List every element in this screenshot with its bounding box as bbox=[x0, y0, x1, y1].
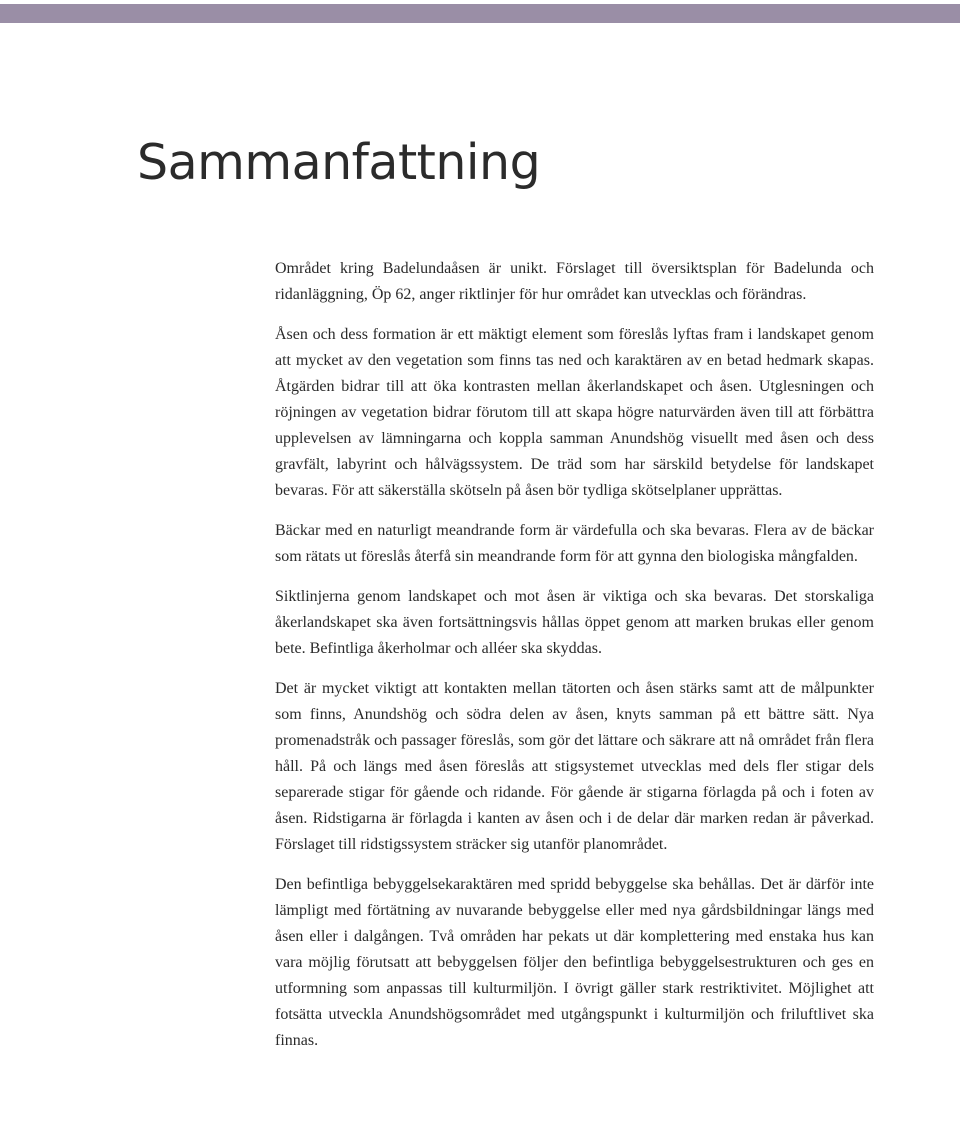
header-color-bar bbox=[0, 4, 960, 23]
page-title: Sammanfattning bbox=[137, 134, 541, 191]
paragraph-buildings: Den befintliga bebyggelsekaraktären med spridd bebyggelse ska behållas. Det är därför inte lämpligt med förtätning av nuvarande bebyggelse eller med nya gårdsbildningar längs med åsen eller i dalgången. Två områden har pekats ut där komplettering med enstaka hus kan vara möjlig förutsatt att bebyggelsen följer den befintliga bebyggelsestrukturen och ges en utformning som anpassas till kulturmiljön. I övrigt gäller stark restriktivitet. Möjlighet att fotsätta utveckla Anundshögsområdet med utgångspunkt i kulturmiljön och friluftlivet ska finnas. bbox=[275, 876, 874, 1049]
paragraph-sightlines: Siktlinjerna genom landskapet och mot åsen är viktiga och ska bevaras. Det storskaliga åkerlandskapet ska även fortsättningsvis hållas öppet genom att marken brukas eller genom bete. Befintliga åkerholmar och alléer ska skyddas. bbox=[275, 588, 874, 657]
paragraph-connections: Det är mycket viktigt att kontakten mellan tätorten och åsen stärks samt att de målpunkter som finns, Anundshög och södra delen av åsen, knyts samman på ett bättre sätt. Nya promenadstråk och passager föreslås, som gör det lättare och säkrare att nå området från flera håll. På och längs med åsen föreslås att stigsystemet utvecklas med dels fler stigar dels separerade stigar för gående och ridande. För gående är stigarna förlagda på och i foten av åsen. Ridstigarna är förlagda i kanten av åsen och i de delar där marken redan är påverkad. Förslaget till ridstigssystem sträcker sig utanför planområdet. bbox=[275, 680, 874, 853]
summary-text bbox=[275, 256, 874, 1068]
paragraph-intro: Området kring Badelundaåsen är unikt. Förslaget till översiktsplan för Badelunda och ridanläggning, Öp 62, anger riktlinjer för hur området kan utvecklas och förändras. bbox=[275, 260, 874, 303]
paragraph-ridge: Åsen och dess formation är ett mäktigt element som föreslås lyftas fram i landskapet genom att mycket av den vegetation som finns tas ned och karaktären av en betad hedmark skapas. Åtgärden bidrar till att öka kontrasten mellan åkerlandskapet och åsen. Utglesningen och röjningen av vegetation bidrar förutom till att skapa högre naturvärden även till att förbättra upplevelsen av lämningarna och koppla samman Anundshög visuellt med åsen och dess gravfält, labyrint och hålvägssystem. De träd som har särskild betydelse för landskapet bevaras. För att säkerställa skötseln på åsen bör tydliga skötselplaner upprättas. bbox=[275, 326, 874, 499]
paragraph-streams: Bäckar med en naturligt meandrande form är värdefulla och ska bevaras. Flera av de bäckar som rätats ut föreslås återfå sin meandrande form för att gynna den biologiska mångfalden. bbox=[275, 522, 874, 565]
